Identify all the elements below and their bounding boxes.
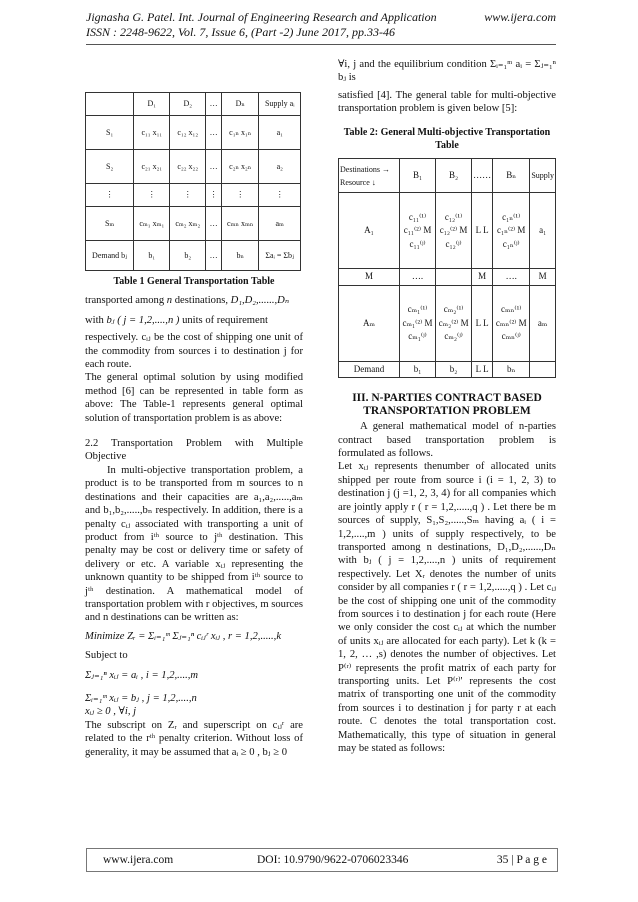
table-cell: ⋮	[134, 184, 170, 207]
table-cell: b₂	[436, 361, 472, 377]
paragraph: respectively. cᵢⱼ be the cost of shipping one unit of the commodity from sources i to destination j for each route.	[85, 332, 303, 371]
table-cell: c₁ₙ x₁ₙ	[221, 116, 259, 150]
math: bⱼ ( j = 1,2,....,n )	[106, 314, 180, 326]
paragraph: ∀i, j and the equilibrium condition Σᵢ₌₁ᵐ aᵢ = Σⱼ₌₁ⁿ bⱼ is	[338, 59, 556, 84]
table-cell: …	[206, 150, 222, 184]
table-cell: aₘ	[259, 207, 301, 241]
section-heading: 2.2 Transportation Problem with Multiple Objective	[85, 438, 303, 463]
right-column	[338, 46, 556, 755]
table-cell: c₁₂⁽¹⁾ c₁₂⁽²⁾ M c₁₂⁽ʲ⁾	[436, 193, 472, 269]
table-cell: M	[472, 269, 493, 285]
footer-website-link[interactable]: www.ijera.com	[103, 854, 174, 866]
table-cell: aₘ	[530, 285, 556, 361]
table-cell: bₙ	[221, 241, 259, 271]
table-cell: D₂	[170, 93, 206, 116]
paragraph: satisfied [4]. The general table for multi-objective transportation problem is given below [5]:	[338, 89, 556, 115]
journal-website-link[interactable]: www.ijera.com	[484, 10, 556, 24]
journal-title: Jignasha G. Patel. Int. Journal of Engineering Research and Application	[86, 10, 437, 24]
table-cell: a₂	[259, 150, 301, 184]
table-row	[86, 241, 301, 271]
paragraph	[85, 314, 303, 327]
table-cell: Supply	[530, 159, 556, 193]
constraint-equation: Σⱼ₌₁ⁿ xᵢⱼ = aᵢ , i = 1,2,....,m	[85, 669, 199, 681]
table-cell: ….	[400, 269, 436, 285]
table-cell: ……	[472, 159, 493, 193]
text: transported among	[85, 295, 165, 307]
table-cell: Σaᵢ = Σbⱼ	[259, 241, 301, 271]
table-header-row	[339, 159, 556, 193]
table-cell: cₘ₂⁽¹⁾ cₘ₂⁽²⁾ M cₘ₂⁽ʲ⁾	[436, 285, 472, 361]
table-cell: c₁₁ x₁₁	[134, 116, 170, 150]
table-cell: Dₙ	[221, 93, 259, 116]
table-cell: a₁	[259, 116, 301, 150]
table-cell: M	[530, 269, 556, 285]
table1-caption: Table 1 General Transportation Table	[113, 276, 275, 287]
table-cell: ⋮	[259, 184, 301, 207]
table-cell: c₁₂ x₁₂	[170, 116, 206, 150]
table-row	[339, 361, 556, 377]
constraint-equation: Σᵢ₌₁ᵐ xᵢⱼ = bⱼ , j = 1,2,....,n	[85, 692, 197, 704]
table-cell: L L	[472, 285, 493, 361]
table-cell: S₂	[86, 150, 134, 184]
table-cell: c₂₂ x₂₂	[170, 150, 206, 184]
table-cell: L L	[472, 361, 493, 377]
table-cell: …	[206, 241, 222, 271]
table-cell: A₁	[339, 193, 400, 269]
table-cell: S₁	[86, 116, 134, 150]
table-header-row	[86, 93, 301, 116]
table-row	[339, 269, 556, 285]
table-cell: b₂	[170, 241, 206, 271]
section-heading: III. N-PARTIES CONTRACT BASED TRANSPORTATION PROBLEM	[352, 392, 542, 418]
table-cell: ⋮	[170, 184, 206, 207]
table-cell: cₘ₁ xₘ₁	[134, 207, 170, 241]
table-cell: M	[339, 269, 400, 285]
table-cell: D₁	[134, 93, 170, 116]
table-cell: B₂	[436, 159, 472, 193]
math: D₁,D₂,......,Dₙ	[230, 295, 290, 307]
paragraph: The general optimal solution by using modified method [6] can be represented in table form as above: The Table-1 represents general optimal solution of transportation problem is as above:	[85, 372, 303, 424]
table-cell: b₁	[134, 241, 170, 271]
table-cell: cₘ₁⁽¹⁾ cₘ₁⁽²⁾ M cₘ₁⁽ʲ⁾	[400, 285, 436, 361]
paragraph: Let xᵢⱼ represents thenumber of allocated units shipped per route from source i (i = 1, 2, 3) to destination j (j =1, 2, 3, 4) for all companies which are jointly apply r ( r = 1,2,.....,q ) . Let there be m sources of supply, S₁,S₂,.....,Sₘ having aᵢ ( i = 1,2,....,m ) units of supply respectively, to be transported among n destinations, D₁,D₂,......,Dₙ with bⱼ ( j = 1,2,....,n ) units of requirement respectively. Let Xᵣ denotes the number of units consider by all companies r ( r = 1,2,.....,q ) . Let cᵢⱼ be the cost of shipping one unit of the commodity from sources i to destination j for each route (Here we only consider the cost cᵢⱼ at which the number of units xᵢⱼ are allocated for each party). Let k (k = 1, 2, … ,s) denotes the number of objectives. Let P⁽ʳ⁾ represents the profit matrix of each party for transporting units. Let P⁽ʳ⁾' represents the cost matrix of transporting one unit of the commodity from sources i to destination j for party r at each route. C denotes the total transportation cost. Mathematically, this type of situation in general may be stated as follows:	[338, 461, 556, 754]
table-row	[339, 285, 556, 361]
table-row	[86, 116, 301, 150]
table-cell: bₙ	[493, 361, 530, 377]
table-cell: b₁	[400, 361, 436, 377]
table-cell: Demand bⱼ	[86, 241, 134, 271]
table-cell: c₂ₙ x₂ₙ	[221, 150, 259, 184]
table-row	[86, 207, 301, 241]
subject-to-label: Subject to	[85, 650, 128, 662]
paragraph: In multi-objective transportation problem, a product is to be transported from m sources to n destinations and their capacities are a₁,a₂,.....,aₘ and b₁,b₂,.....,bₙ respectively. In addition, there is a penalty cᵢⱼ associated with transporting a unit of product from iᵗʰ source to jᵗʰ destination. This penalty may be cost or delivery time or safety of delivery or etc. A variable xᵢⱼ representing the unknown quantity to be shipped from iᵗʰ source to jᵗʰ destination. A mathematical model of transportation problem with r objectives, m sources and n destinations can be written as:	[85, 464, 304, 624]
paragraph: A general mathematical model of n-parties contract based transportation problem is formulated as follows.	[338, 421, 556, 460]
table-cell: cₘₙ⁽¹⁾ cₘₙ⁽²⁾ M cₘₙ⁽ʲ⁾	[493, 285, 530, 361]
table-cell: ⋮	[206, 184, 222, 207]
table-cell: Destinations → Resource ↓	[339, 159, 400, 193]
page-header	[86, 10, 556, 40]
table-cell: a₁	[530, 193, 556, 269]
table-cell	[86, 93, 134, 116]
text: with	[85, 314, 104, 326]
table-cell: Aₘ	[339, 285, 400, 361]
table-cell: …	[206, 207, 222, 241]
table-cell: Supply aᵢ	[259, 93, 301, 116]
table-cell: cₘₙ xₘₙ	[221, 207, 259, 241]
constraint-equation: xᵢⱼ ≥ 0 , ∀i, j	[85, 706, 137, 718]
text: units of requirement	[182, 314, 268, 326]
paragraph: The subscript on Zᵣ and superscript on cᵢⱼʳ are related to the rᵗʰ penalty criterion. Without loss of generality, it may be assumed that aᵢ ≥ 0 , bⱼ ≥ 0	[85, 719, 303, 758]
objective-equation: Minimize Zᵣ = Σᵢ₌₁ᵐ Σⱼ₌₁ⁿ cᵢⱼʳ xᵢⱼ , r = 1,2,.....,k	[85, 630, 282, 642]
table-cell: …	[206, 93, 222, 116]
text: destinations,	[174, 295, 229, 307]
table-cell: ⋮	[221, 184, 259, 207]
table-cell: Bₙ	[493, 159, 530, 193]
page-footer	[86, 848, 558, 872]
general-transportation-table	[85, 92, 301, 271]
table-cell: ⋮	[86, 184, 134, 207]
paragraph	[85, 294, 303, 307]
page-number: 35 | P a g e	[496, 854, 547, 866]
left-column	[85, 98, 303, 759]
table-row	[339, 193, 556, 269]
table-cell: …	[206, 116, 222, 150]
table2-caption: Table 2: General Multi-objective Transportation Table	[343, 126, 551, 152]
table-cell: ….	[493, 269, 530, 285]
issn-line: ISSN : 2248-9622, Vol. 7, Issue 6, (Part -2) June 2017, pp.33-46	[86, 25, 395, 39]
text: n	[166, 295, 173, 307]
table-cell: B₁	[400, 159, 436, 193]
multi-objective-table	[338, 158, 556, 378]
table-row	[86, 184, 301, 207]
table-cell: c₁₁⁽¹⁾ c₁₁⁽²⁾ M c₁₁⁽ʲ⁾	[400, 193, 436, 269]
table-cell: cₘ₂ xₘ₂	[170, 207, 206, 241]
table-cell: L L	[472, 193, 493, 269]
table-cell: Sₘ	[86, 207, 134, 241]
header-rule	[86, 44, 556, 45]
table-cell	[530, 361, 556, 377]
table-row	[86, 150, 301, 184]
table-cell: Demand	[339, 361, 400, 377]
table-cell: c₂₁ x₂₁	[134, 150, 170, 184]
footer-doi: DOI: 10.9790/9622-0706023346	[257, 854, 409, 866]
table-cell	[436, 269, 472, 285]
table-cell: c₁ₙ⁽¹⁾ c₁ₙ⁽²⁾ M c₁ₙ⁽ʲ⁾	[493, 193, 530, 269]
